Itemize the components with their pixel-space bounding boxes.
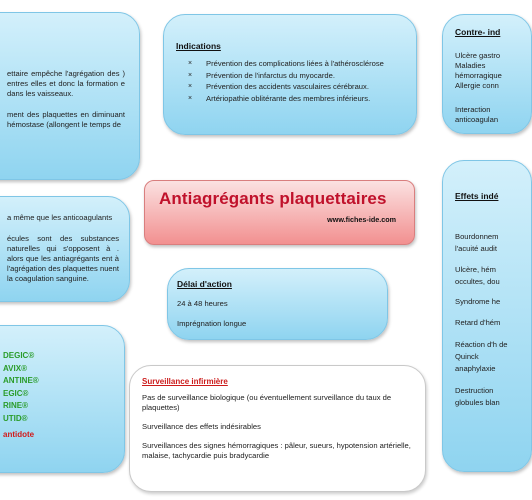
mechanism-text-2: ment des plaquettes en diminuant hémostase (allongent le temps de [7, 110, 125, 129]
effect-item: Retard d'hém [455, 318, 501, 327]
contra-line: hémorragique [455, 71, 502, 80]
side-effects-title: Effets indé [455, 191, 499, 201]
effect-item: Destruction globules blan [455, 386, 500, 407]
mechanism-box [0, 12, 140, 180]
drug-name: DEGIC® [3, 351, 35, 360]
drug-name: EGIC® [3, 388, 29, 398]
drug-name: UTID® [3, 413, 28, 423]
indication-item: × Prévention de l'infarctus du myocarde. [188, 70, 335, 80]
contraindications-title: Contre- ind [455, 27, 501, 37]
indications-title: Indications [176, 41, 221, 51]
cross-bullet-icon: × [188, 71, 193, 79]
effect-item: Syndrome he [455, 297, 501, 306]
contra-line: Ulcère gastro [455, 51, 501, 60]
delay-line: Imprégnation longue [177, 319, 247, 328]
antidote-label: antidote [3, 430, 35, 439]
comparison-text: écules sont des substances naturelles qui s'opposent à . alors que les antiagrégants ent à l'agrégation des plaquettes nuent la coagulation sanguine. [7, 234, 119, 283]
surveillance-title: Surveillance infirmière [142, 377, 228, 386]
indications-box [163, 14, 417, 135]
page-title: Antiagrégants plaquettaires [159, 189, 387, 208]
drug-name: ANTINE® [3, 376, 39, 385]
indication-item: × Prévention des complications liées à l'athérosclérose [188, 59, 384, 68]
cross-bullet-icon: × [188, 60, 193, 67]
site-url: www.fiches-ide.com [327, 215, 396, 224]
contra-line: Allergie conn [455, 81, 499, 90]
effect-item: Bourdonnem l'acuité audit [455, 232, 499, 253]
delay-line: 24 à 48 heures [177, 299, 228, 308]
drug-name: RINE® [3, 401, 29, 410]
comparison-box [0, 196, 130, 302]
comparison-line: a même que les anticoagulants [7, 213, 113, 222]
drug-name: AVIX® [3, 363, 27, 373]
surveillance-text: Surveillances des signes hémorragiques : pâleur, sueurs, hypotension artérielle, malaise, tachycardie puis bradycardie [142, 441, 411, 460]
effect-item: Réaction d'h de Quinck anaphylaxie [455, 340, 508, 373]
cross-bullet-icon: × [188, 94, 193, 102]
title-box [144, 180, 415, 245]
contraindications-box [442, 14, 532, 134]
contra-line: Interaction [455, 105, 491, 114]
surveillance-text: Surveillance des effets indésirables [142, 422, 261, 431]
surveillance-box [129, 365, 426, 492]
side-effects-box [442, 160, 532, 472]
contra-line: Maladies [455, 61, 486, 70]
indication-item: × Prévention des accidents vasculaires cérébraux. [188, 82, 369, 91]
drugs-box [0, 325, 125, 473]
indications-list [176, 58, 406, 104]
cross-bullet-icon: × [188, 83, 193, 90]
surveillance-text: Pas de surveillance biologique (ou éventuellement surveillance du taux de plaquettes) [142, 393, 392, 412]
delay-title: Délai d'action [177, 279, 232, 289]
contra-line: anticoagulan [455, 115, 499, 124]
indication-item: × Artériopathie oblitérante des membres inférieurs. [188, 93, 371, 103]
delay-box [167, 268, 388, 340]
mechanism-text-1: ettaire empêche l'agrégation des ) entres elles et donc la formation e dans les vaisseaux. [7, 69, 125, 98]
effect-item: Ulcère, hém occultes, dou [455, 265, 500, 286]
